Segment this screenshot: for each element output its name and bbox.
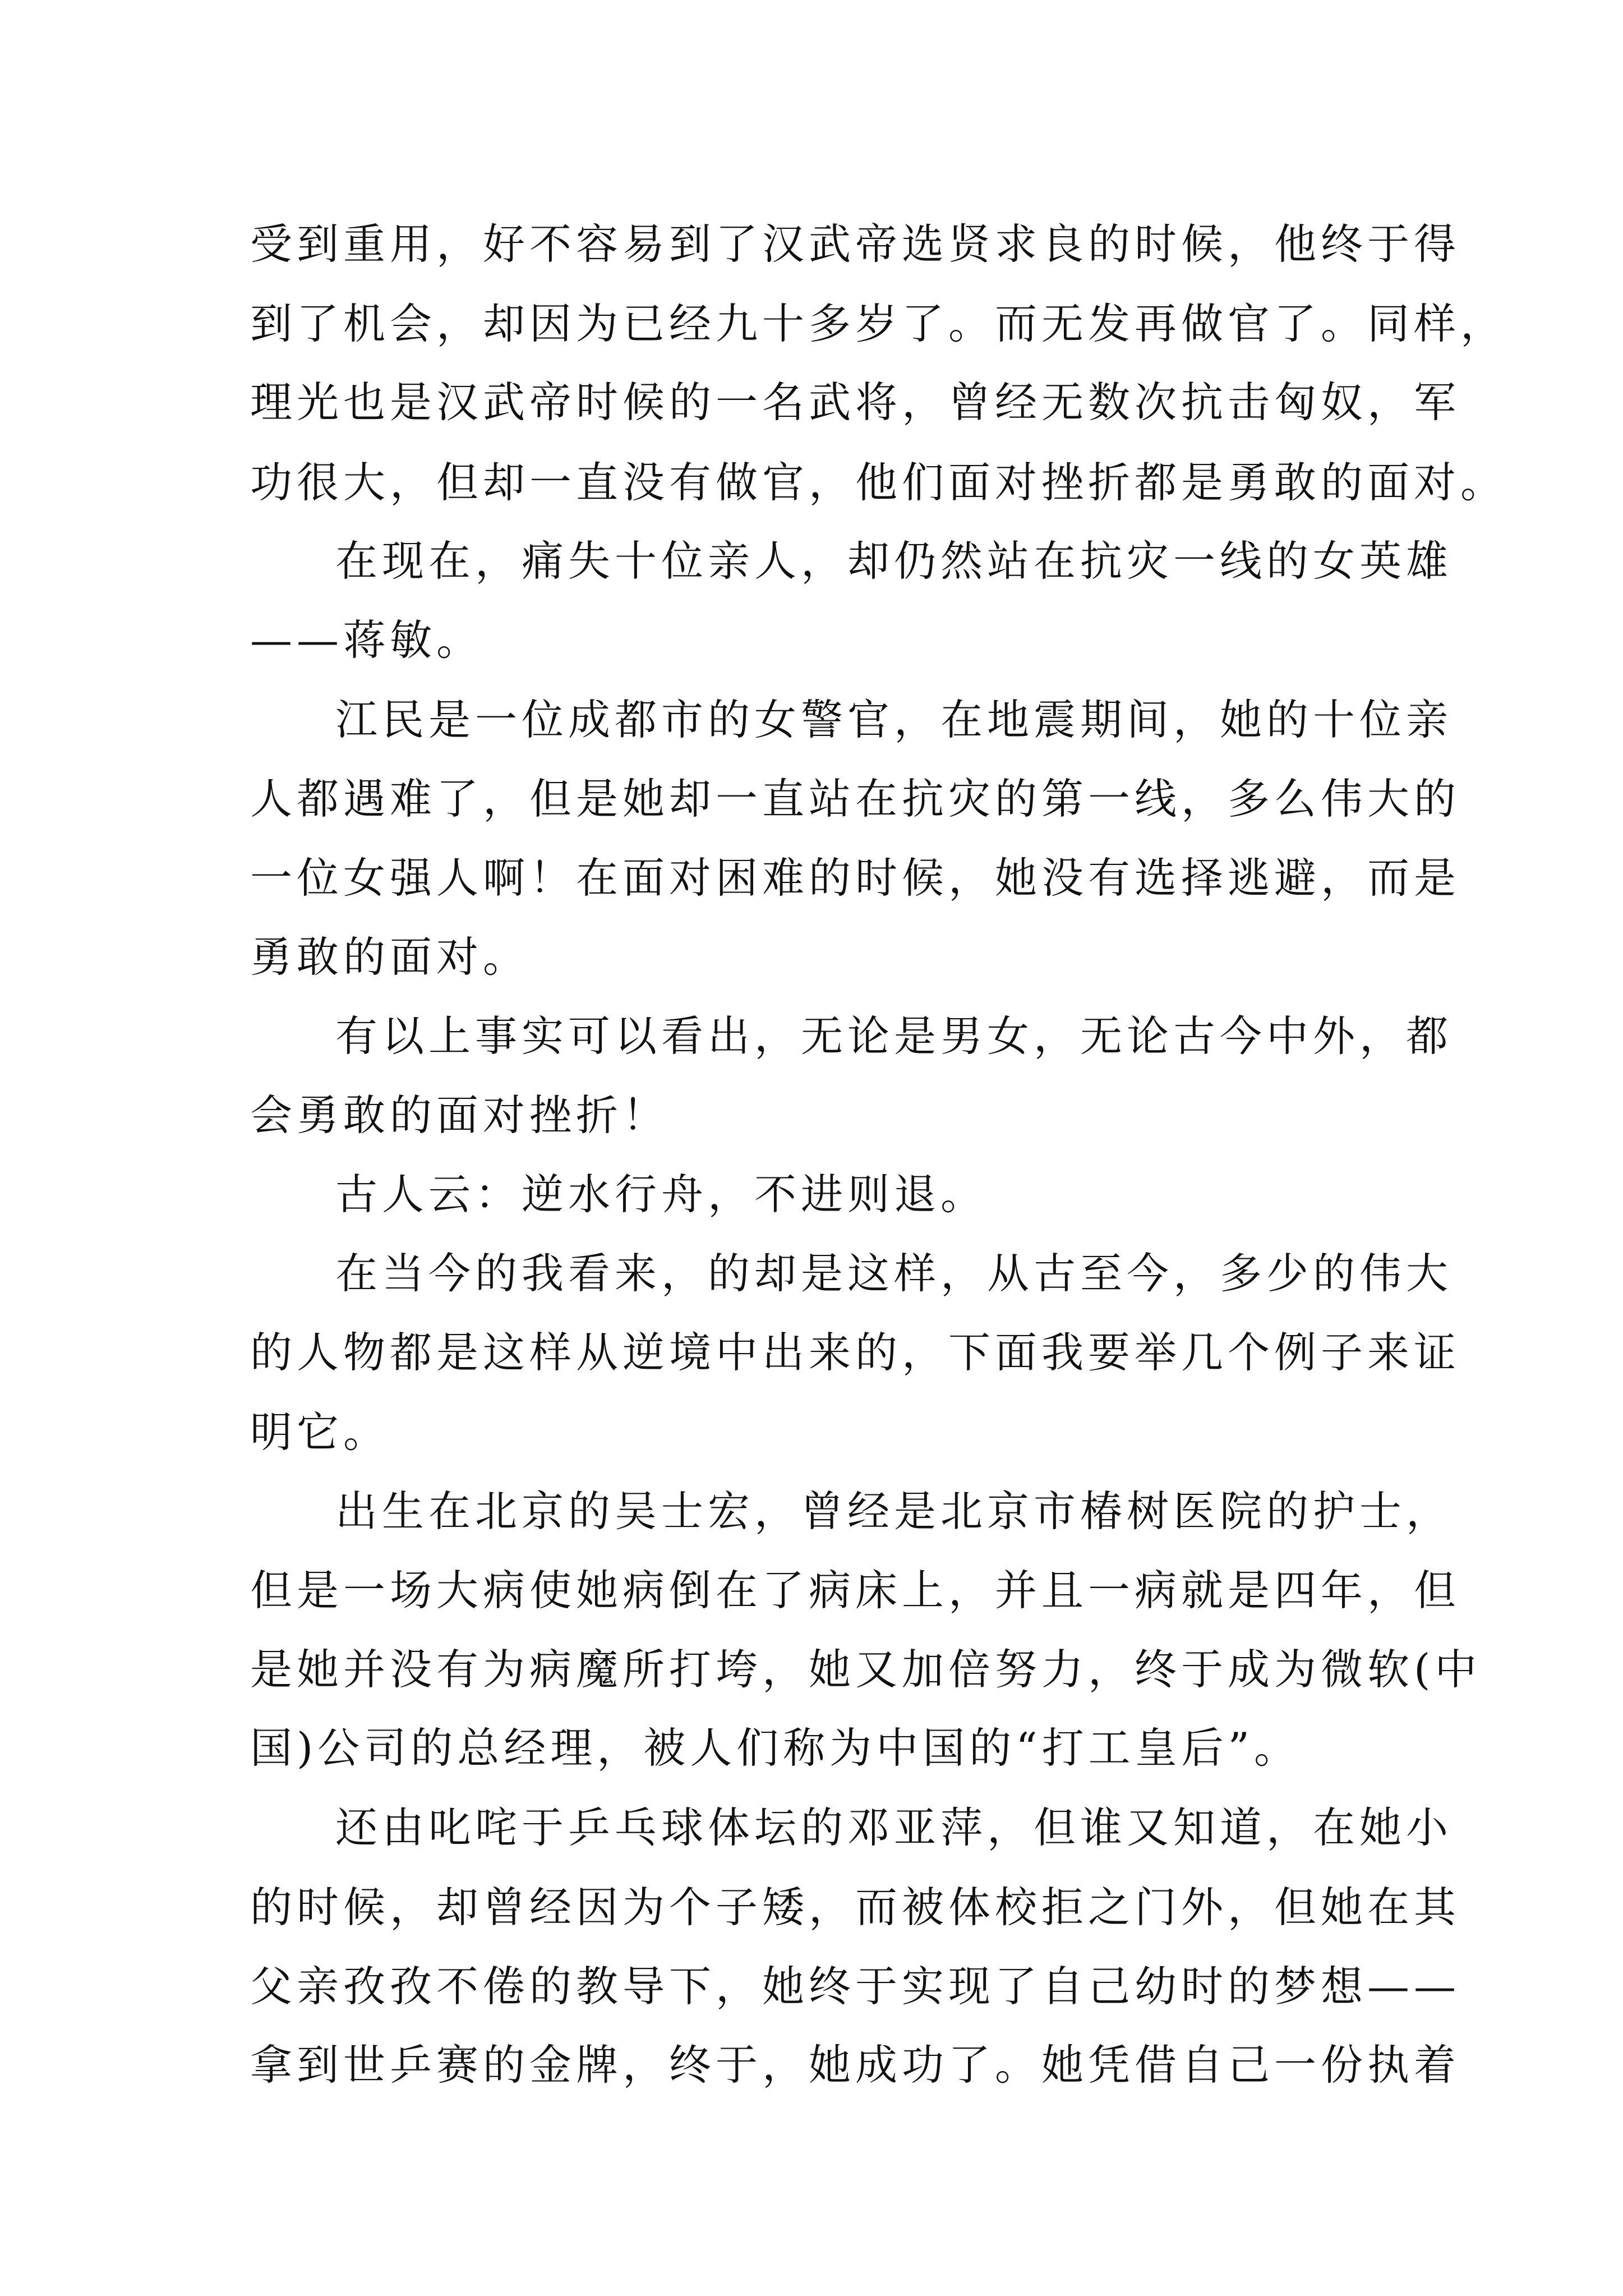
text-line: 人都遇难了，但是她却一直站在抗灾的第一线，多么伟大的 [250,774,1461,823]
text-line: 国)公司的总经理，被人们称为中国的“打工皇后”。 [250,1723,1301,1773]
text-line: 父亲孜孜不倦的教导下，她终于实现了自己幼时的梦想—— [250,1962,1461,2011]
text-line: ——蒋敏。 [250,615,483,665]
text-line: 明它。 [250,1407,390,1457]
text-line: 一位女强人啊！在面对困难的时候，她没有选择逃避，而是 [250,853,1461,903]
text-line: 江民是一位成都市的女警官，在地震期间，她的十位亲 [335,695,1453,744]
text-line: 是她并没有为病魔所打垮，她又加倍努力，终于成为微软(中 [250,1645,1482,1694]
text-line: 还由叱咤于乒乓球体坛的邓亚萍，但谁又知道，在她小 [335,1803,1453,1852]
text-line: 功很大，但却一直没有做官，他们面对挫折都是勇敢的面对。 [250,458,1507,507]
text-line: 理光也是汉武帝时候的一名武将，曾经无数次抗击匈奴，军 [250,378,1461,427]
text-line: 但是一场大病使她病倒在了病床上，并且一病就是四年，但 [250,1566,1461,1615]
text-line: 的时候，却曾经因为个子矮，而被体校拒之门外，但她在其 [250,1883,1461,1932]
text-line: 在现在，痛失十位亲人，却仍然站在抗灾一线的女英雄 [335,536,1453,586]
text-line: 在当今的我看来，的却是这样，从古至今，多少的伟大 [335,1249,1453,1298]
text-line: 出生在北京的吴士宏，曾经是北京市椿树医院的护士， [335,1487,1453,1536]
text-line: 的人物都是这样从逆境中出来的，下面我要举几个例子来证 [250,1328,1461,1377]
text-line: 到了机会，却因为已经九十多岁了。而无发再做官了。同样， [250,299,1507,348]
text-line: 拿到世乒赛的金牌，终于，她成功了。她凭借自己一份执着 [250,2040,1461,2090]
text-line: 有以上事实可以看出，无论是男女，无论古今中外，都 [335,1011,1453,1061]
text-line: 古人云：逆水行舟，不进则退。 [335,1170,988,1219]
text-line: 受到重用，好不容易到了汉武帝选贤求良的时候，他终于得 [250,219,1461,269]
text-line: 会勇敢的面对挫折！ [250,1091,670,1140]
text-line: 勇敢的面对。 [250,932,530,982]
